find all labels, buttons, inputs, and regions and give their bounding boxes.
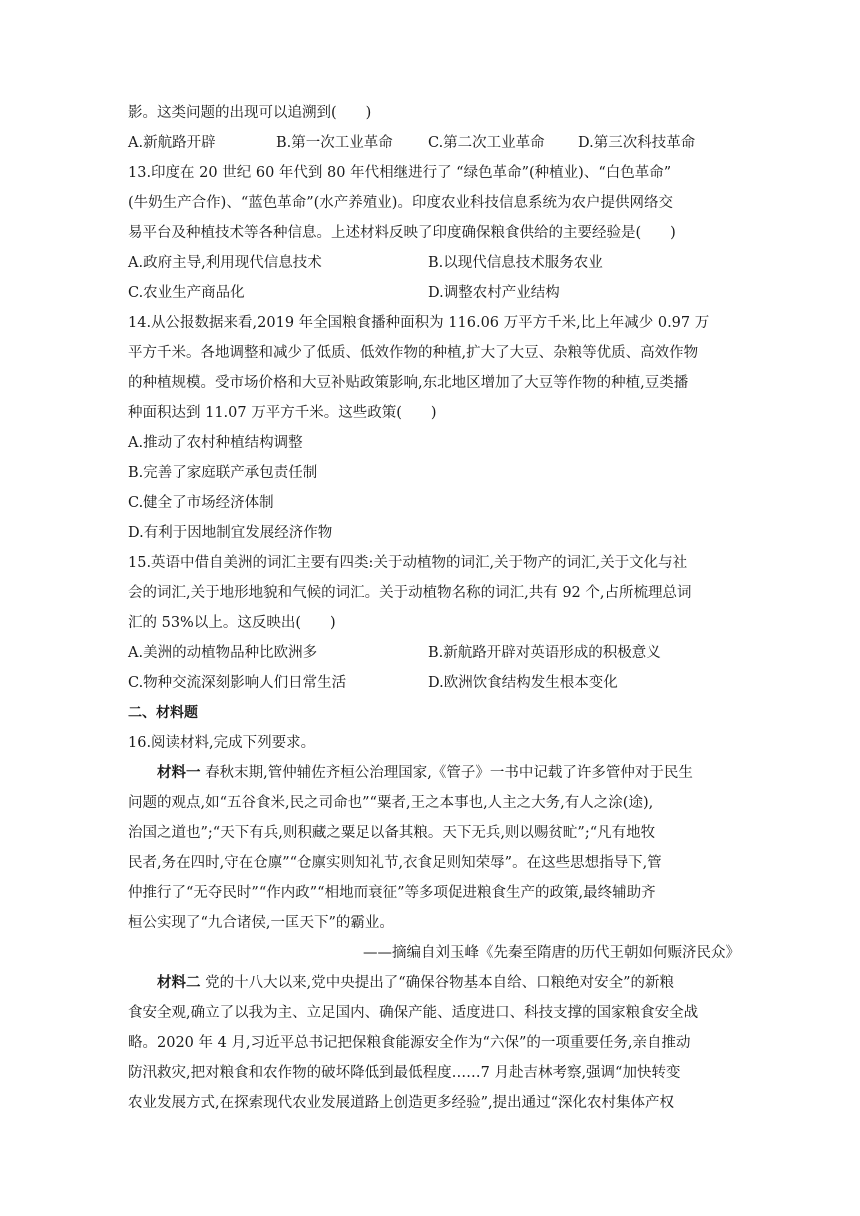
material1-label: 材料一	[157, 765, 201, 781]
q13-stem-line: 13.印度在 20 世纪 60 年代到 80 年代相继进行了 “绿色革命”(种植业)、“白色革命”	[128, 165, 672, 181]
q12-option-b: B.第一次工业革命	[276, 135, 393, 151]
q15-option-d: D.欧洲饮食结构发生根本变化	[428, 675, 618, 691]
material1-line: 仲推行了“无夺民时”“作内政”“相地而衰征”等多项促进粮食生产的政策,最终辅助齐	[128, 885, 656, 901]
q13-options-row	[128, 248, 740, 278]
q13-stem-line: (牛奶生产合作)、“蓝色革命”(水产养殖业)。印度农业科技信息系统为农户提供网络交	[128, 195, 673, 211]
q12-option-c: C.第二次工业革命	[428, 135, 545, 151]
material1-line: 桓公实现了“九合诸侯,一匡天下”的霸业。	[128, 915, 394, 931]
q13-option-b: B.以现代信息技术服务农业	[428, 255, 603, 271]
q13-option-c: C.农业生产商品化	[128, 285, 245, 301]
material2-line: 防汛救灾,把对粮食和农作物的破坏降低到最低程度……7 月赴吉林考察,强调“加快转变	[128, 1065, 681, 1081]
material1-first-line	[128, 758, 740, 788]
section-title: 二、材料题	[128, 705, 198, 721]
q15-options-row	[128, 638, 740, 668]
q12-stem-tail: 影。这类问题的出现可以追溯到( )	[128, 105, 372, 121]
q14-option-c: C.健全了市场经济体制	[128, 495, 274, 511]
q14-stem-line: 的种植规模。受市场价格和大豆补贴政策影响,东北地区增加了大豆等作物的种植,豆类播	[128, 375, 689, 391]
material1-source: ——摘编自刘玉峰《先秦至隋唐的历代王朝如何赈济民众》	[363, 945, 740, 961]
q12-option-d: D.第三次科技革命	[578, 135, 696, 151]
q16-intro: 16.阅读材料,完成下列要求。	[128, 735, 316, 751]
q13-options-row	[128, 278, 740, 308]
q14-option-b: B.完善了家庭联产承包责任制	[128, 465, 318, 481]
material2-line: 食安全观,确立了以我为主、立足国内、确保产能、适度进口、科技支撑的国家粮食安全战	[128, 1005, 699, 1021]
q14-option-d: D.有利于因地制宜发展经济作物	[128, 525, 333, 541]
q15-option-c: C.物种交流深刻影响人们日常生活	[128, 675, 347, 691]
exam-page	[128, 98, 740, 1118]
q14-stem-line: 14.从公报数据来看,2019 年全国粮食播种面积为 116.06 万平方千米,比上年减少 0.97 万	[128, 315, 710, 331]
q13-stem-line: 易平台及种植技术等各种信息。上述材料反映了印度确保粮食供给的主要经验是( )	[128, 225, 676, 241]
material1-line: 问题的观点,如“五谷食米,民之司命也”“粟者,王之本事也,人主之大务,有人之涂(途),	[128, 795, 654, 811]
q14-stem-line: 种面积达到 11.07 万平方千米。这些政策( )	[128, 405, 437, 421]
q12-option-a: A.新航路开辟	[128, 135, 216, 151]
material1-line: 民者,务在四时,守在仓廪”“仓廪实则知礼节,衣食足则知荣辱”。在这些思想指导下,管	[128, 855, 662, 871]
q12-options	[128, 128, 740, 158]
material1-line: 治国之道也”;“天下有兵,则积藏之粟足以备其粮。天下无兵,则以赐贫甿”;“凡有地牧	[128, 825, 656, 841]
material2-first-line	[128, 968, 740, 998]
q15-options-row	[128, 668, 740, 698]
q15-stem-line: 汇的 53%以上。这反映出( )	[128, 615, 336, 631]
material2-text: 党的十八大以来,党中央提出了“确保谷物基本自给、口粮绝对安全”的新粮	[205, 975, 675, 991]
q15-option-b: B.新航路开辟对英语形成的积极意义	[428, 645, 661, 661]
q13-option-d: D.调整农村产业结构	[428, 285, 560, 301]
q13-option-a: A.政府主导,利用现代信息技术	[128, 255, 322, 271]
material1-text: 春秋末期,管仲辅佐齐桓公治理国家,《管子》一书中记载了许多管仲对于民生	[205, 765, 693, 781]
q15-option-a: A.美洲的动植物品种比欧洲多	[128, 645, 318, 661]
q15-stem-line: 会的词汇,关于地形地貌和气候的词汇。关于动植物名称的词汇,共有 92 个,占所梳理总词	[128, 585, 692, 601]
q15-stem-line: 15.英语中借自美洲的词汇主要有四类:关于动植物的词汇,关于物产的词汇,关于文化与社	[128, 555, 688, 571]
q14-stem-line: 平方千米。各地调整和减少了低质、低效作物的种植,扩大了大豆、杂粮等优质、高效作物	[128, 345, 699, 361]
material2-line: 略。2020 年 4 月,习近平总书记把保粮食能源安全作为“六保”的一项重要任务,亲自推动	[128, 1035, 691, 1051]
q14-option-a: A.推动了农村种植结构调整	[128, 435, 303, 451]
material2-line: 农业发展方式,在探索现代农业发展道路上创造更多经验”,提出通过“深化农村集体产权	[128, 1095, 675, 1111]
material2-label: 材料二	[157, 975, 201, 991]
